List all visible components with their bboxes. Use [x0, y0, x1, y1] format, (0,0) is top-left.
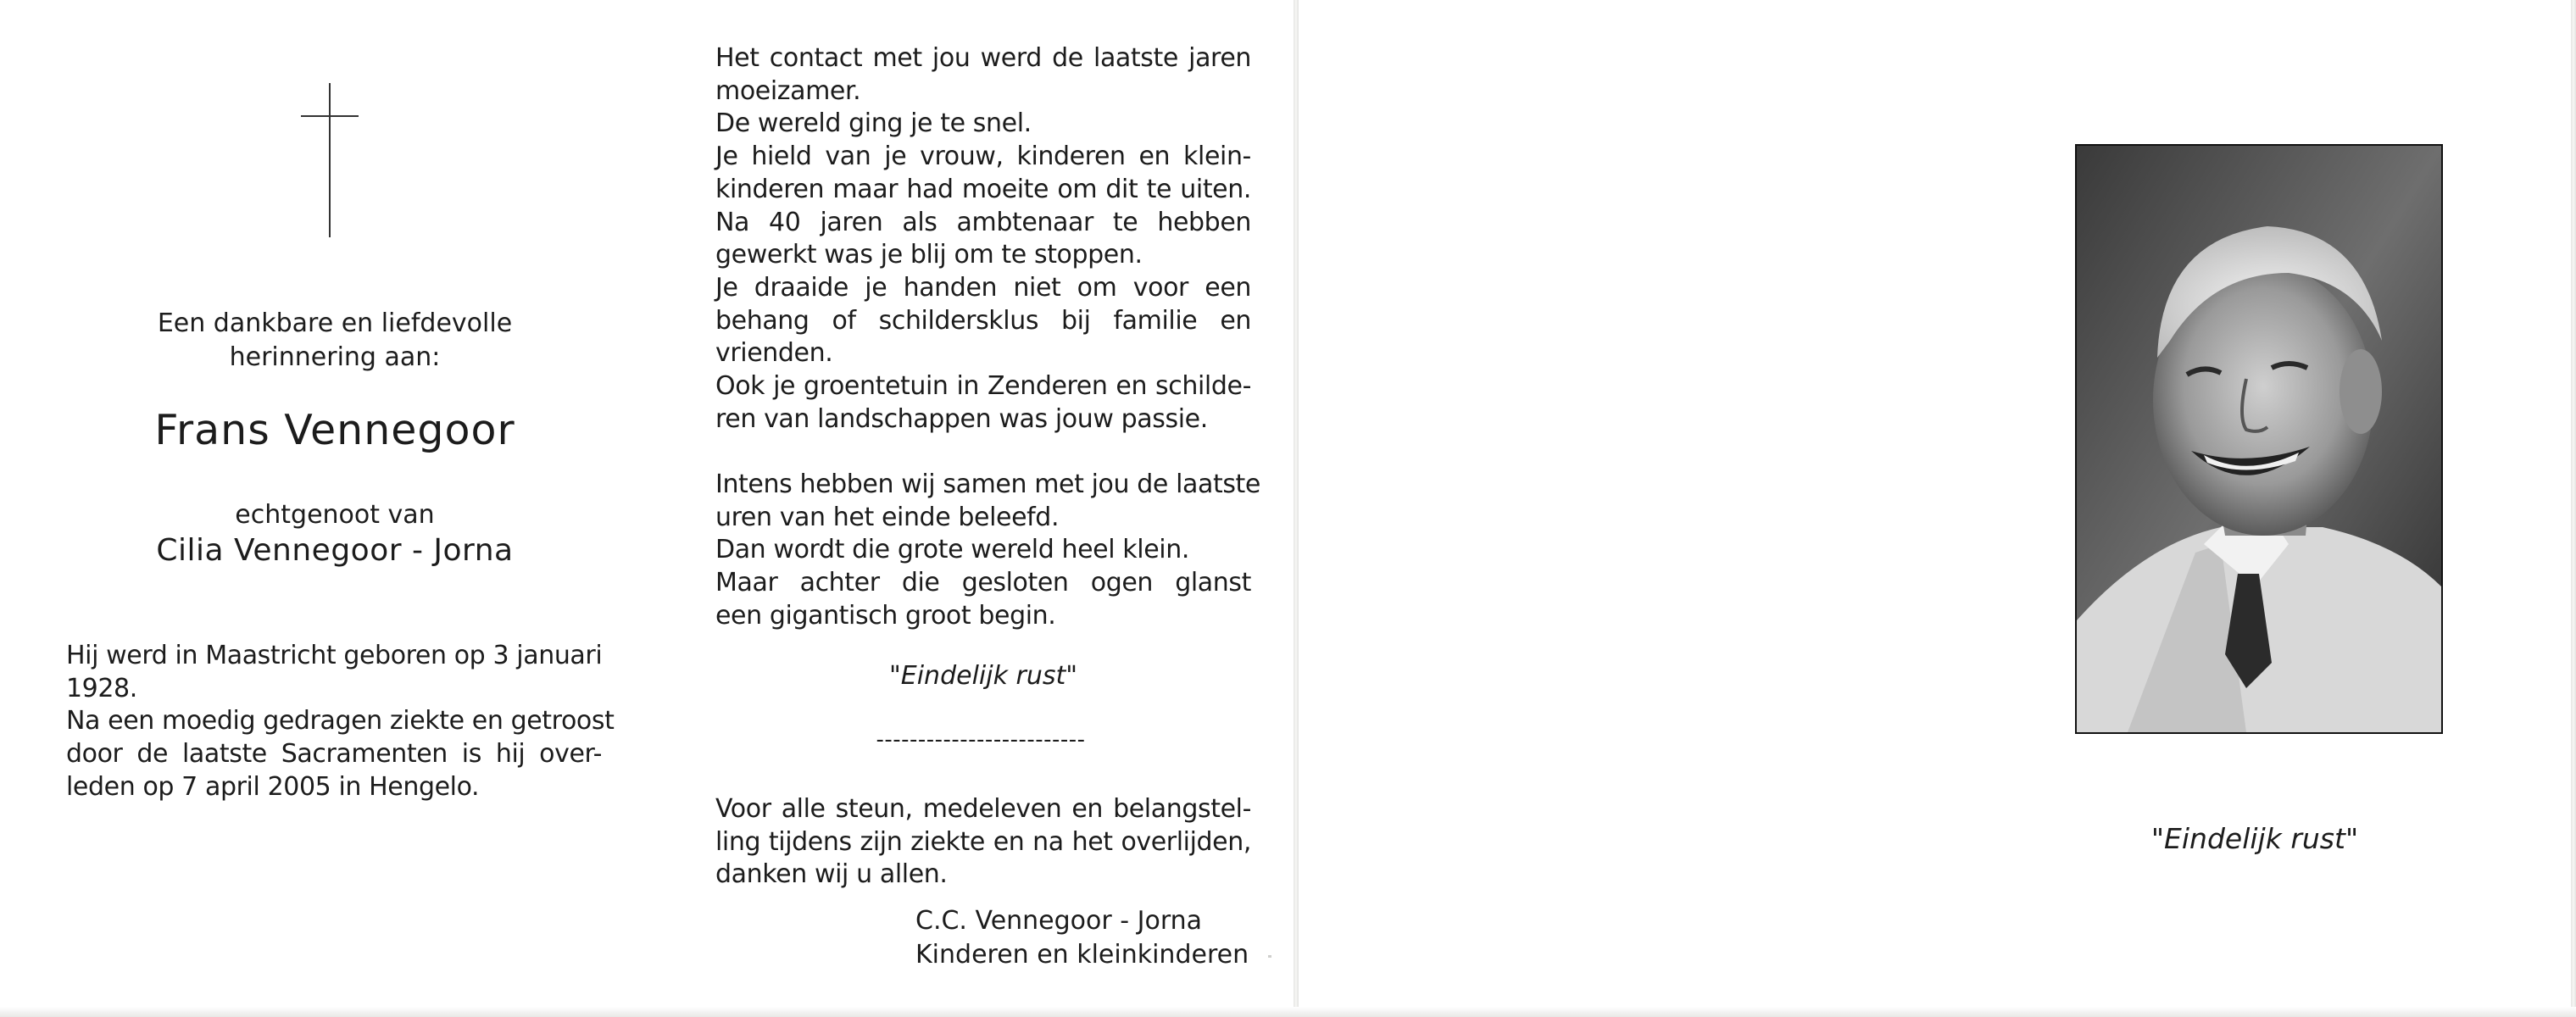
thanks-text	[715, 793, 1251, 892]
poem-line: uren van het einde beleefd.	[715, 502, 1060, 532]
intro-line: Een dankbare en liefdevolle	[157, 308, 513, 338]
poem-line: Intens hebben wij samen met jou de laatste	[715, 470, 1260, 499]
photo-motto: "Eindelijk rust"	[2150, 822, 2359, 855]
deceased-name: Frans Vennegoor	[154, 406, 515, 454]
card-edge	[0, 1007, 2576, 1017]
poem-line: Ook je groentetuin in Zenderen en schilde-	[715, 371, 1251, 402]
poem-line: ren van landschappen was jouw passie.	[715, 403, 1208, 434]
bio-line: door de laatste Sacramenten is hij over-	[66, 739, 602, 770]
poem-line: Maar achter die gesloten ogen glanst	[715, 568, 1251, 598]
poem-line: Het contact met jou werd de laatste jaren	[715, 43, 1251, 73]
fold-line	[2571, 0, 2576, 1017]
poem-line: moeizamer.	[715, 75, 861, 106]
thanks-line: danken wij u allen.	[715, 859, 948, 890]
intro-line: herinnering aan:	[229, 342, 441, 372]
poem-line: behang of schildersklus bij familie en	[715, 305, 1251, 336]
poem-line: vrienden.	[715, 338, 833, 369]
bio-line: Hij werd in Maastricht geboren op 3 januari	[66, 641, 603, 670]
poem-line: De wereld ging je te snel.	[715, 108, 1032, 139]
spouse-name: Cilia Vennegoor - Jorna	[156, 533, 514, 568]
thanks-line: ling tijdens zijn ziekte en na het overlijden,	[715, 826, 1251, 857]
poem-line: Na 40 jaren als ambtenaar te hebben	[715, 207, 1251, 237]
portrait-photo	[2075, 144, 2443, 734]
bio-line: Na een moedig gedragen ziekte en getroost	[66, 706, 615, 736]
thanks-line: Voor alle steun, medeleven en belangstel-	[715, 794, 1251, 824]
panel-blank-back	[1300, 0, 1953, 1017]
paper-speck	[1268, 955, 1271, 958]
signature	[915, 904, 1271, 972]
bio-line: leden op 7 april 2005 in Hengelo.	[66, 771, 480, 802]
poem-line: kinderen maar had moeite om dit te uiten.	[715, 174, 1251, 204]
spouse-label: echtgenoot van	[235, 500, 435, 530]
poem-line: een gigantisch groot begin.	[715, 600, 1056, 631]
poem-line: Je hield van je vrouw, kinderen en klein-	[715, 142, 1251, 172]
bio-line: 1928.	[66, 673, 137, 703]
motto-text: "Eindelijk rust"	[888, 661, 1078, 691]
poem-line: Je draaide je handen niet om voor een	[715, 272, 1251, 303]
fold-line	[1294, 0, 1299, 1017]
poem-block-1	[715, 42, 1251, 436]
separator-line: -------------------------	[876, 727, 1086, 753]
signature-line: C.C. Vennegoor - Jorna	[915, 906, 1203, 936]
poem-line: gewerkt was je blij om te stoppen.	[715, 240, 1143, 270]
poem-block-2	[715, 469, 1260, 633]
poem-line: Dan wordt die grote wereld heel klein.	[715, 535, 1189, 565]
signature-line: Kinderen en kleinkinderen	[915, 940, 1249, 970]
